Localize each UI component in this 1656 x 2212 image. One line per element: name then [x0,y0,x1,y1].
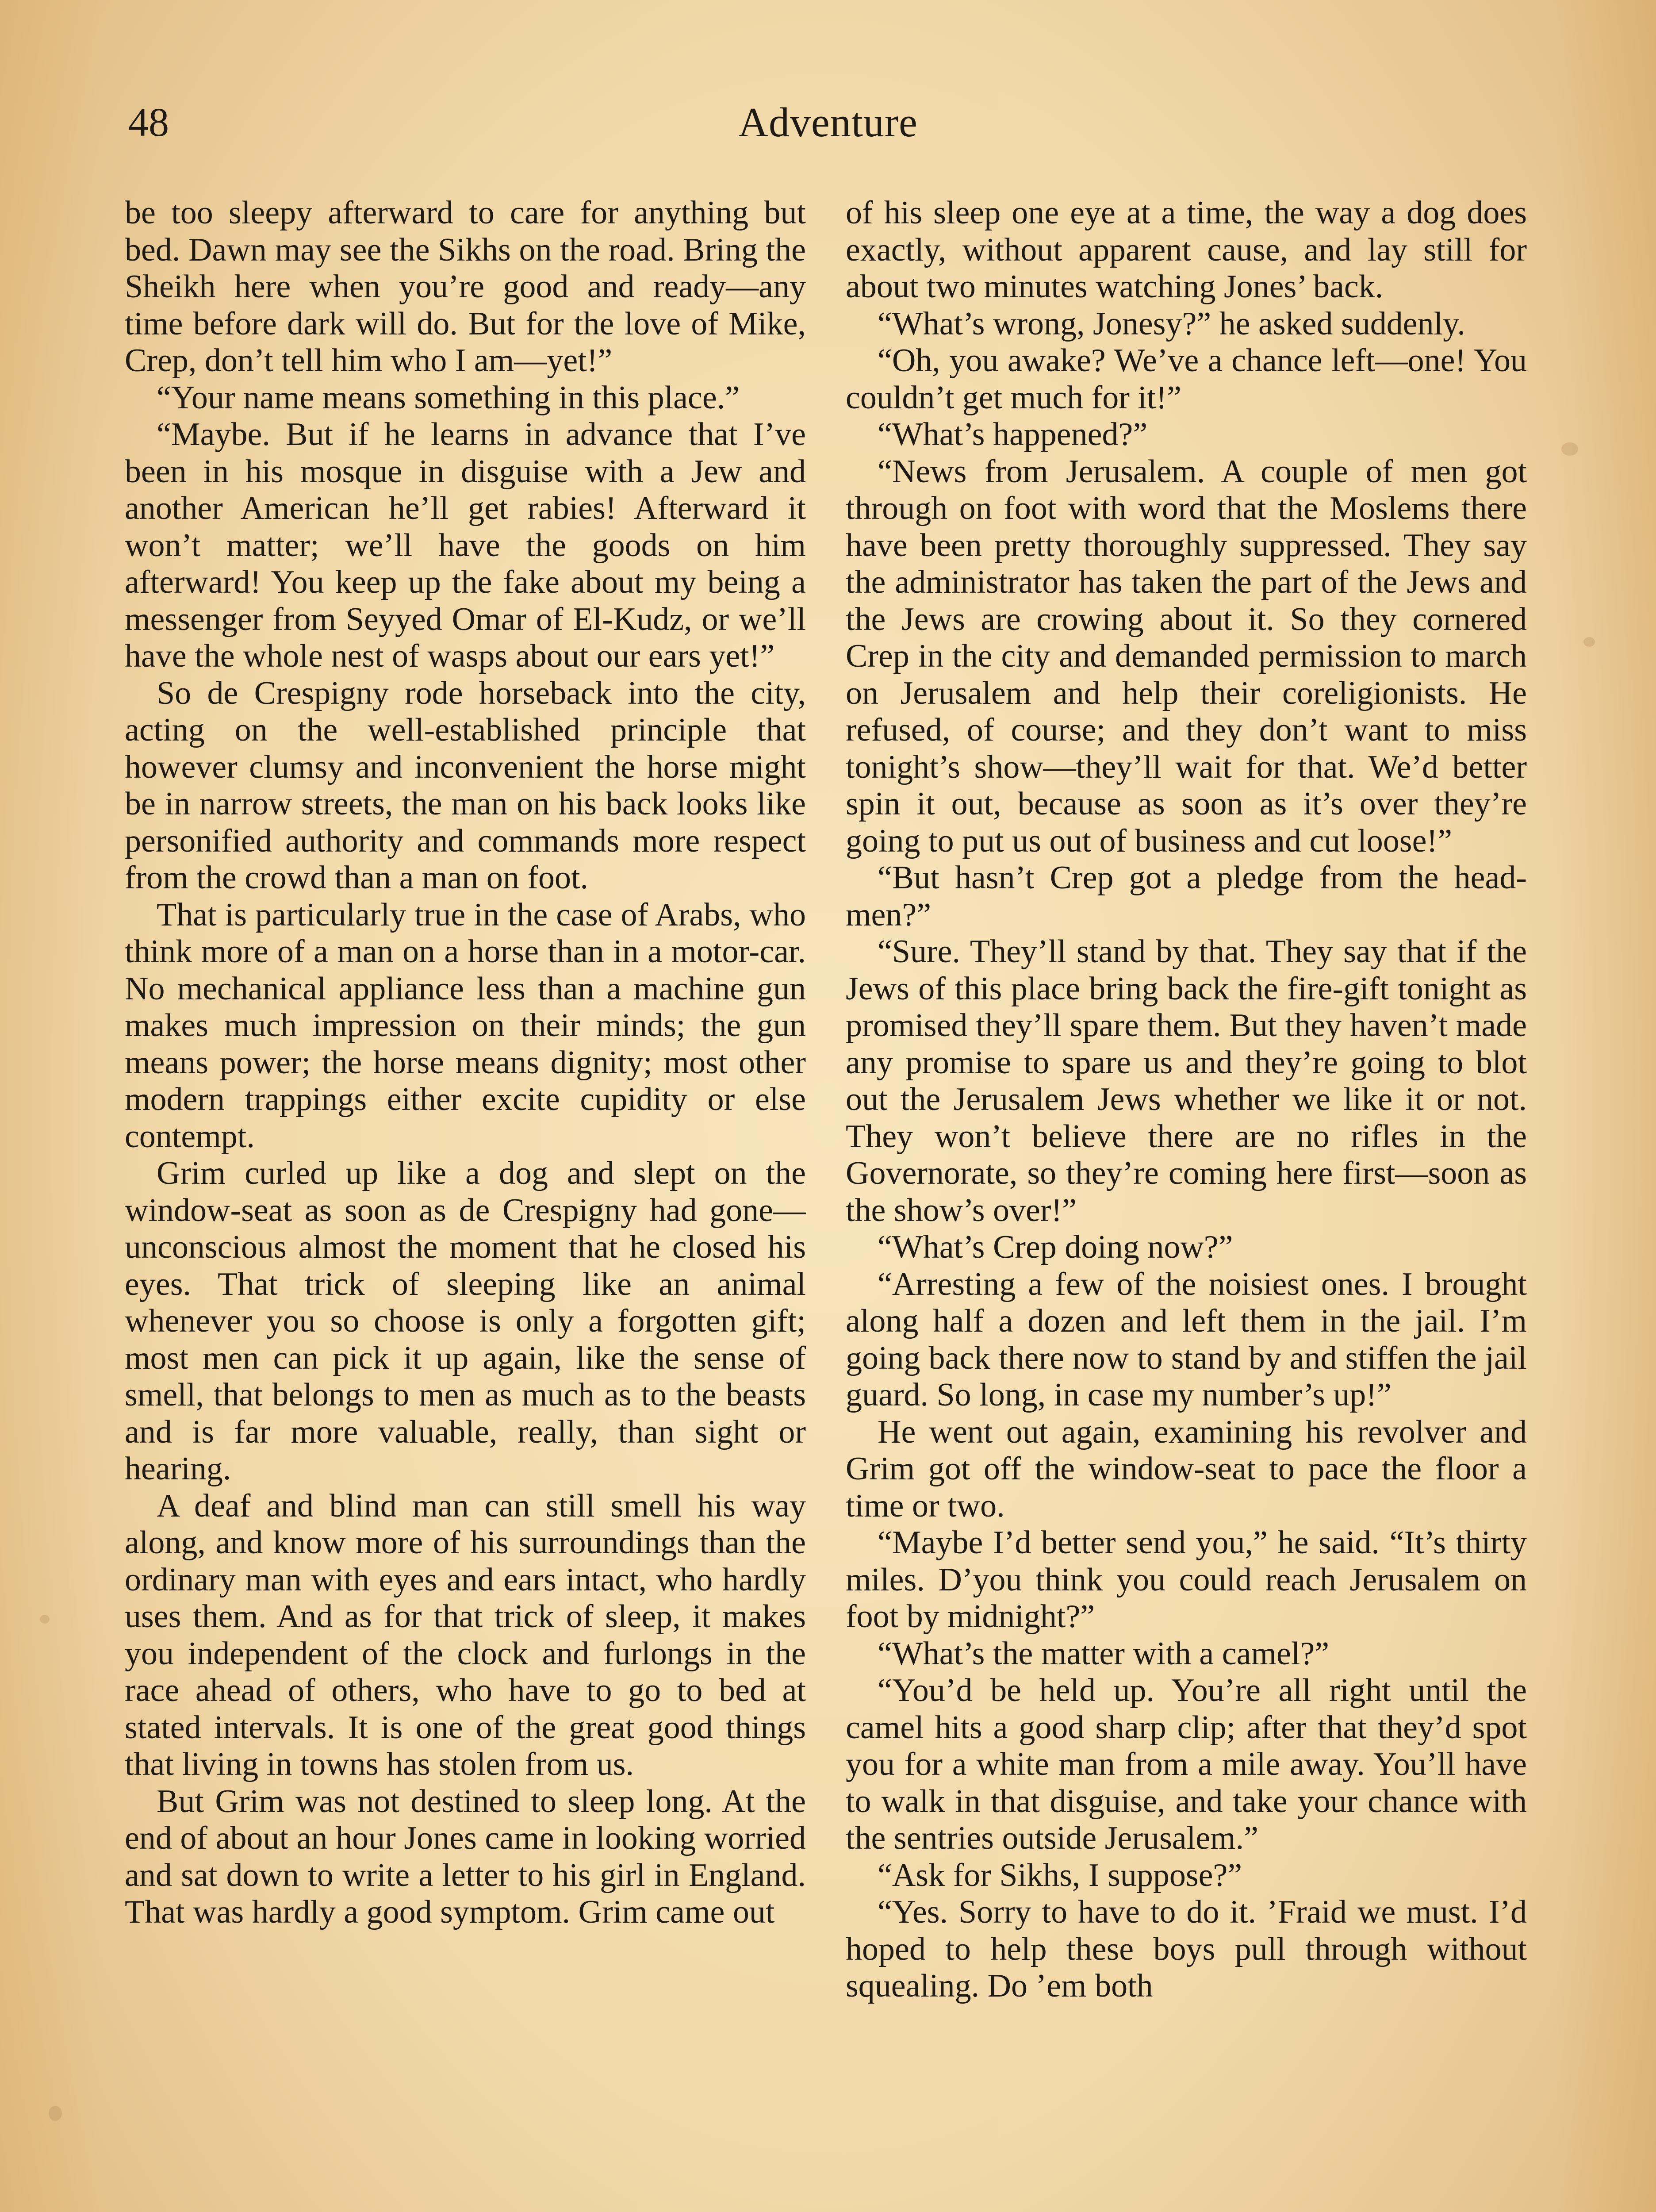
paragraph: “But hasn’t Crep got a pledge from the head-men?” [846,860,1527,933]
paragraph: “Maybe I’d better send you,” he said. “It’s thirty miles. D’you think you could reach Jerusalem on foot by midnight?” [846,1525,1527,1635]
paragraph: That is particularly true in the case of Arabs, who think more of a man on a horse than in a motor-car. No mechanical appliance less than a machine gun makes much impression on their minds; the gun means power; the horse means dignity; most other modern trappings either excite cupidity or else contempt. [125,896,806,1155]
paper-stain [1561,442,1578,456]
paragraph: “Oh, you awake? We’ve a chance left—one! You couldn’t get much for it!” [846,342,1527,416]
paragraph: “Maybe. But if he learns in advance that I’ve been in his mosque in disguise with a Jew and another American he’ll get rabies! Afterward it won’t matter; we’ll have the goods on him afterward! You keep up the fake about my being a messenger from Seyyed Omar of El-Kudz, or we’ll have the whole nest of wasps about our ears yet!” [125,416,806,674]
running-head-title: Adventure [738,100,918,146]
left-text-column [125,195,806,2212]
paragraph: “Arresting a few of the noisiest ones. I brought along half a dozen and left them in the jail. I’m going back there now to stand by and stiffen the jail guard. So long, in case my number’s up!” [846,1266,1527,1413]
page-number: 48 [128,100,169,145]
paragraph: “You’d be held up. You’re all right until the camel hits a good sharp clip; after that they’d spot you for a white man from a mile away. You’ll have to walk in that disguise, and take your chance with the sentries outside Jerusalem.” [846,1672,1527,1856]
paragraph: “Yes. Sorry to have to do it. ’Fraid we must. I’d hoped to help these boys pull through without squealing. Do ’em both [846,1894,1527,2004]
paragraph: Grim curled up like a dog and slept on the window-seat as soon as de Crespigny had gone—unconscious almost the moment that he closed his eyes. That trick of sleeping like an animal whenever you so choose is only a forgotten gift; most men can pick it up again, like the sense of smell, that belongs to men as much as to the beasts and is far more valuable, really, than sight or hearing. [125,1155,806,1487]
paper-stain [40,1615,50,1624]
paragraph: A deaf and blind man can still smell his way along, and know more of his surroundings than the ordinary man with eyes and ears intact, who hardly uses them. And as for that trick of sleep, it makes you independent of the clock and furlongs in the race ahead of others, who have to go to bed at stated intervals. It is one of the great good things that living in towns has stolen from us. [125,1487,806,1782]
paragraph: “Ask for Sikhs, I suppose?” [878,1857,1242,1893]
right-text-column [846,195,1527,2212]
paragraph: He went out again, examining his revolver and Grim got off the window-seat to pace the floor a time or two. [846,1413,1527,1524]
paragraph: be too sleepy afterward to care for anything but bed. Dawn may see the Sikhs on the road. Bring the Sheikh here when you’re good and ready—any time before dark will do. But for the love of Mike, Crep, don’t tell him who I am—yet!” [125,195,806,379]
paragraph: But Grim was not destined to sleep long. At the end of about an hour Jones came in looking worried and sat down to write a letter to his girl in England. That was hardly a good symptom. Grim came out [125,1783,806,1930]
paragraph: “What’s the matter with a camel?” [878,1635,1330,1672]
paragraph: “Sure. They’ll stand by that. They say that if the Jews of this place bring back the fire-gift tonight as promised they’ll spare them. But they haven’t made any promise to spare us and they’re going to blot out the Jerusalem Jews whether we like it or not. They won’t believe there are no rifles in the Governorate, so they’re coming here first—soon as the show’s over!” [846,933,1527,1229]
paragraph: “Your name means something in this place.” [157,379,740,416]
paragraph: So de Crespigny rode horseback into the city, acting on the well-established principle that however clumsy and inconvenient the horse might be in narrow streets, the man on his back looks like personified authority and commands more respect from the crowd than a man on foot. [125,675,806,896]
paragraph: “What’s happened?” [878,416,1148,453]
paragraph: “What’s Crep doing now?” [878,1229,1233,1265]
paragraph: of his sleep one eye at a time, the way a dog does exactly, without apparent cause, and lay still for about two minutes watching Jones’ back. [846,195,1527,305]
paragraph: “What’s wrong, Jonesy?” he asked suddenly. [878,305,1465,342]
paragraph: “News from Jerusalem. A couple of men got through on foot with word that the Moslems there have been pretty thoroughly suppressed. They say the administrator has taken the part of the Jews and the Jews are crowing about it. So they cornered Crep in the city and demanded permission to march on Jerusalem and help their coreligionists. He refused, of course; and they don’t want to miss tonight’s show—they’ll wait for that. We’d better spin it out, because as soon as it’s over they’re going to put us out of business and cut loose!” [846,453,1527,859]
paper-stain [49,2106,62,2121]
paper-stain [1583,637,1595,647]
